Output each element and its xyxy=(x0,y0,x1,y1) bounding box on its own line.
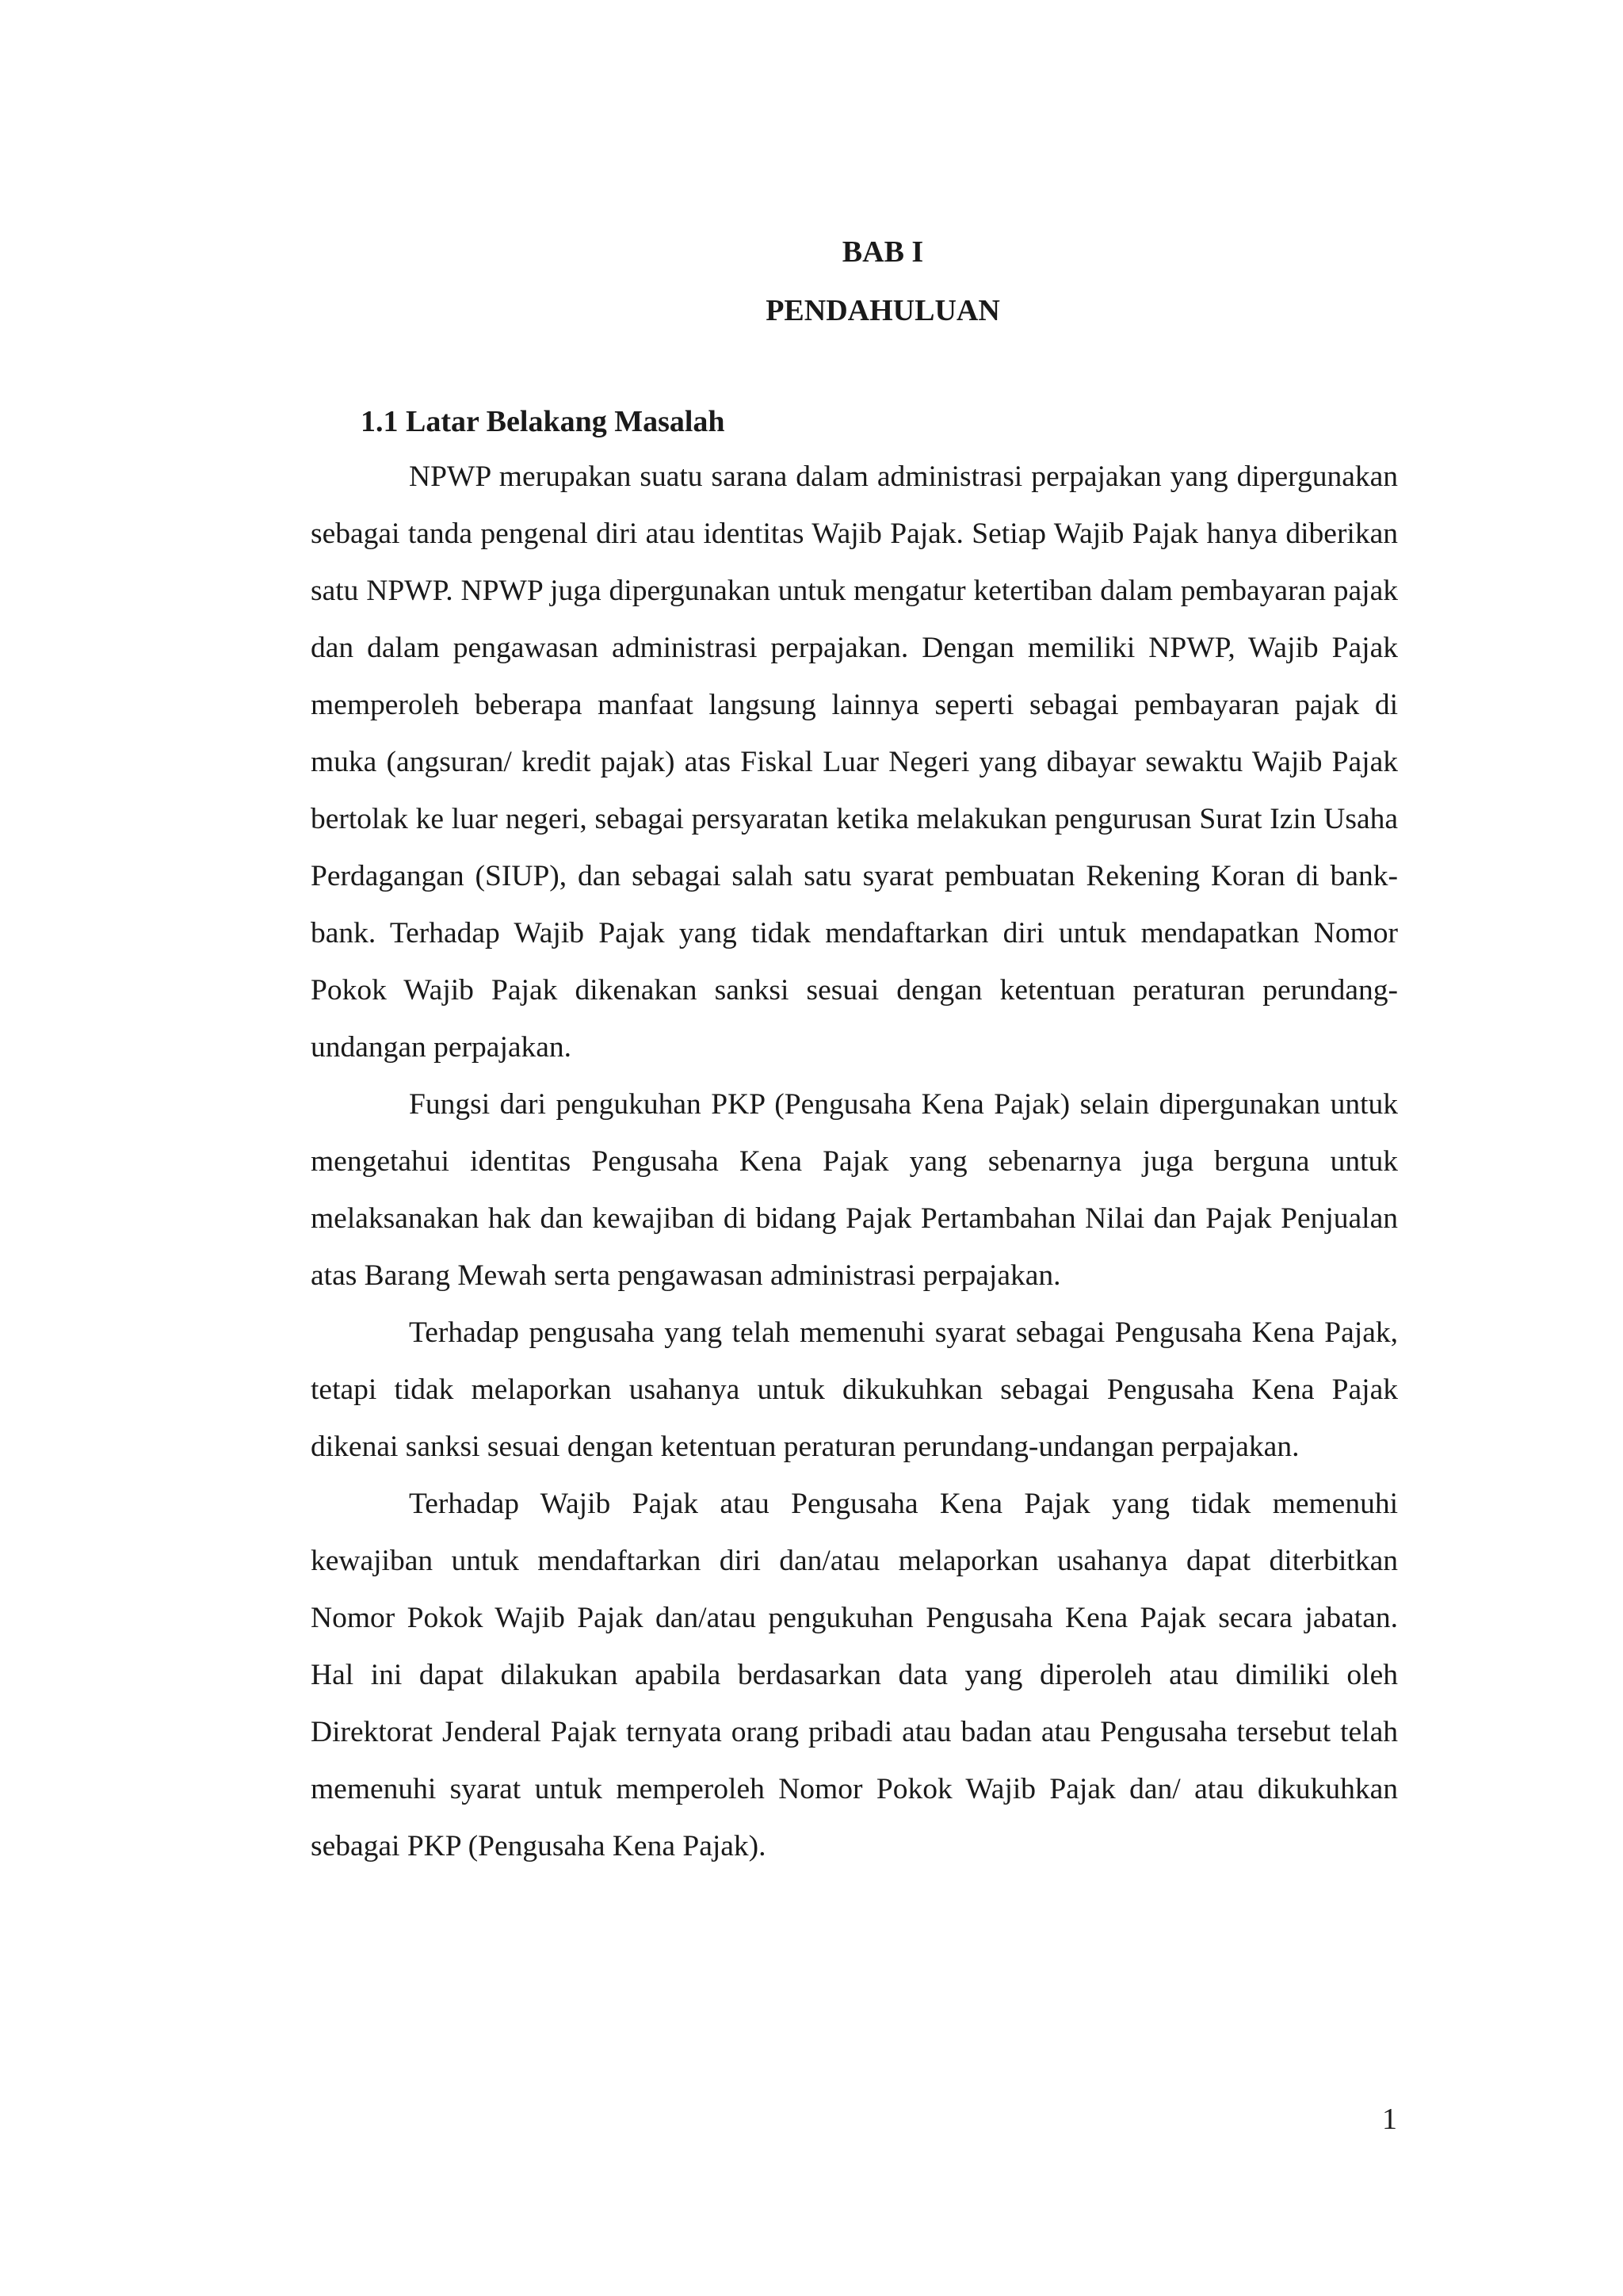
paragraph-1: NPWP merupakan suatu sarana dalam administrasi perpajakan yang dipergunakan sebagai tanda pengenal diri atau identitas Wajib Pajak. Setiap Wajib Pajak hanya diberikan satu NPWP. NPWP juga dipergunakan untuk mengatur ketertiban dalam pembayaran pajak dan dalam pengawasan administrasi perpajakan. Dengan memiliki NPWP, Wajib Pajak memperoleh beberapa manfaat langsung lainnya seperti sebagai pembayaran pajak di muka (angsuran/ kredit pajak) atas Fiskal Luar Negeri yang dibayar sewaktu Wajib Pajak bertolak ke luar negeri, sebagai persyaratan ketika melakukan pengurusan Surat Izin Usaha Perdagangan (SIUP), dan sebagai salah satu syarat pembuatan Rekening Koran di bank-bank. Terhadap Wajib Pajak yang tidak mendaftarkan diri untuk mendapatkan Nomor Pokok Wajib Pajak dikenakan sanksi sesuai dengan ketentuan peraturan perundang-undangan perpajakan. xyxy=(311,460,1398,1064)
section-heading: 1.1 Latar Belakang Masalah xyxy=(361,405,725,438)
chapter-number: BAB I xyxy=(842,235,924,269)
paragraph-2: Fungsi dari pengukuhan PKP (Pengusaha Kena Pajak) selain dipergunakan untuk mengetahui identitas Pengusaha Kena Pajak yang sebenarnya juga berguna untuk melaksanakan hak dan kewajiban di bidang Pajak Pertambahan Nilai dan Pajak Penjualan atas Barang Mewah serta pengawasan administrasi perpajakan. xyxy=(311,1088,1398,1292)
chapter-title: PENDAHULUAN xyxy=(766,294,1000,327)
body-text xyxy=(311,449,1398,1875)
page-number: 1 xyxy=(1382,2103,1397,2136)
paragraph-4: Terhadap Wajib Pajak atau Pengusaha Kena Pajak yang tidak memenuhi kewajiban untuk mendaftarkan diri dan/atau melaporkan usahanya dapat diterbitkan Nomor Pokok Wajib Pajak dan/atau pengukuhan Pengusaha Kena Pajak secara jabatan. Hal ini dapat dilakukan apabila berdasarkan data yang diperoleh atau dimiliki oleh Direktorat Jenderal Pajak ternyata orang pribadi atau badan atau Pengusaha tersebut telah memenuhi syarat untuk memperoleh Nomor Pokok Wajib Pajak dan/ atau dikukuhkan sebagai PKP (Pengusaha Kena Pajak). xyxy=(311,1488,1398,1862)
paragraph-3: Terhadap pengusaha yang telah memenuhi syarat sebagai Pengusaha Kena Pajak, tetapi tidak melaporkan usahanya untuk dikukuhkan sebagai Pengusaha Kena Pajak dikenai sanksi sesuai dengan ketentuan peraturan perundang-undangan perpajakan. xyxy=(311,1316,1398,1463)
